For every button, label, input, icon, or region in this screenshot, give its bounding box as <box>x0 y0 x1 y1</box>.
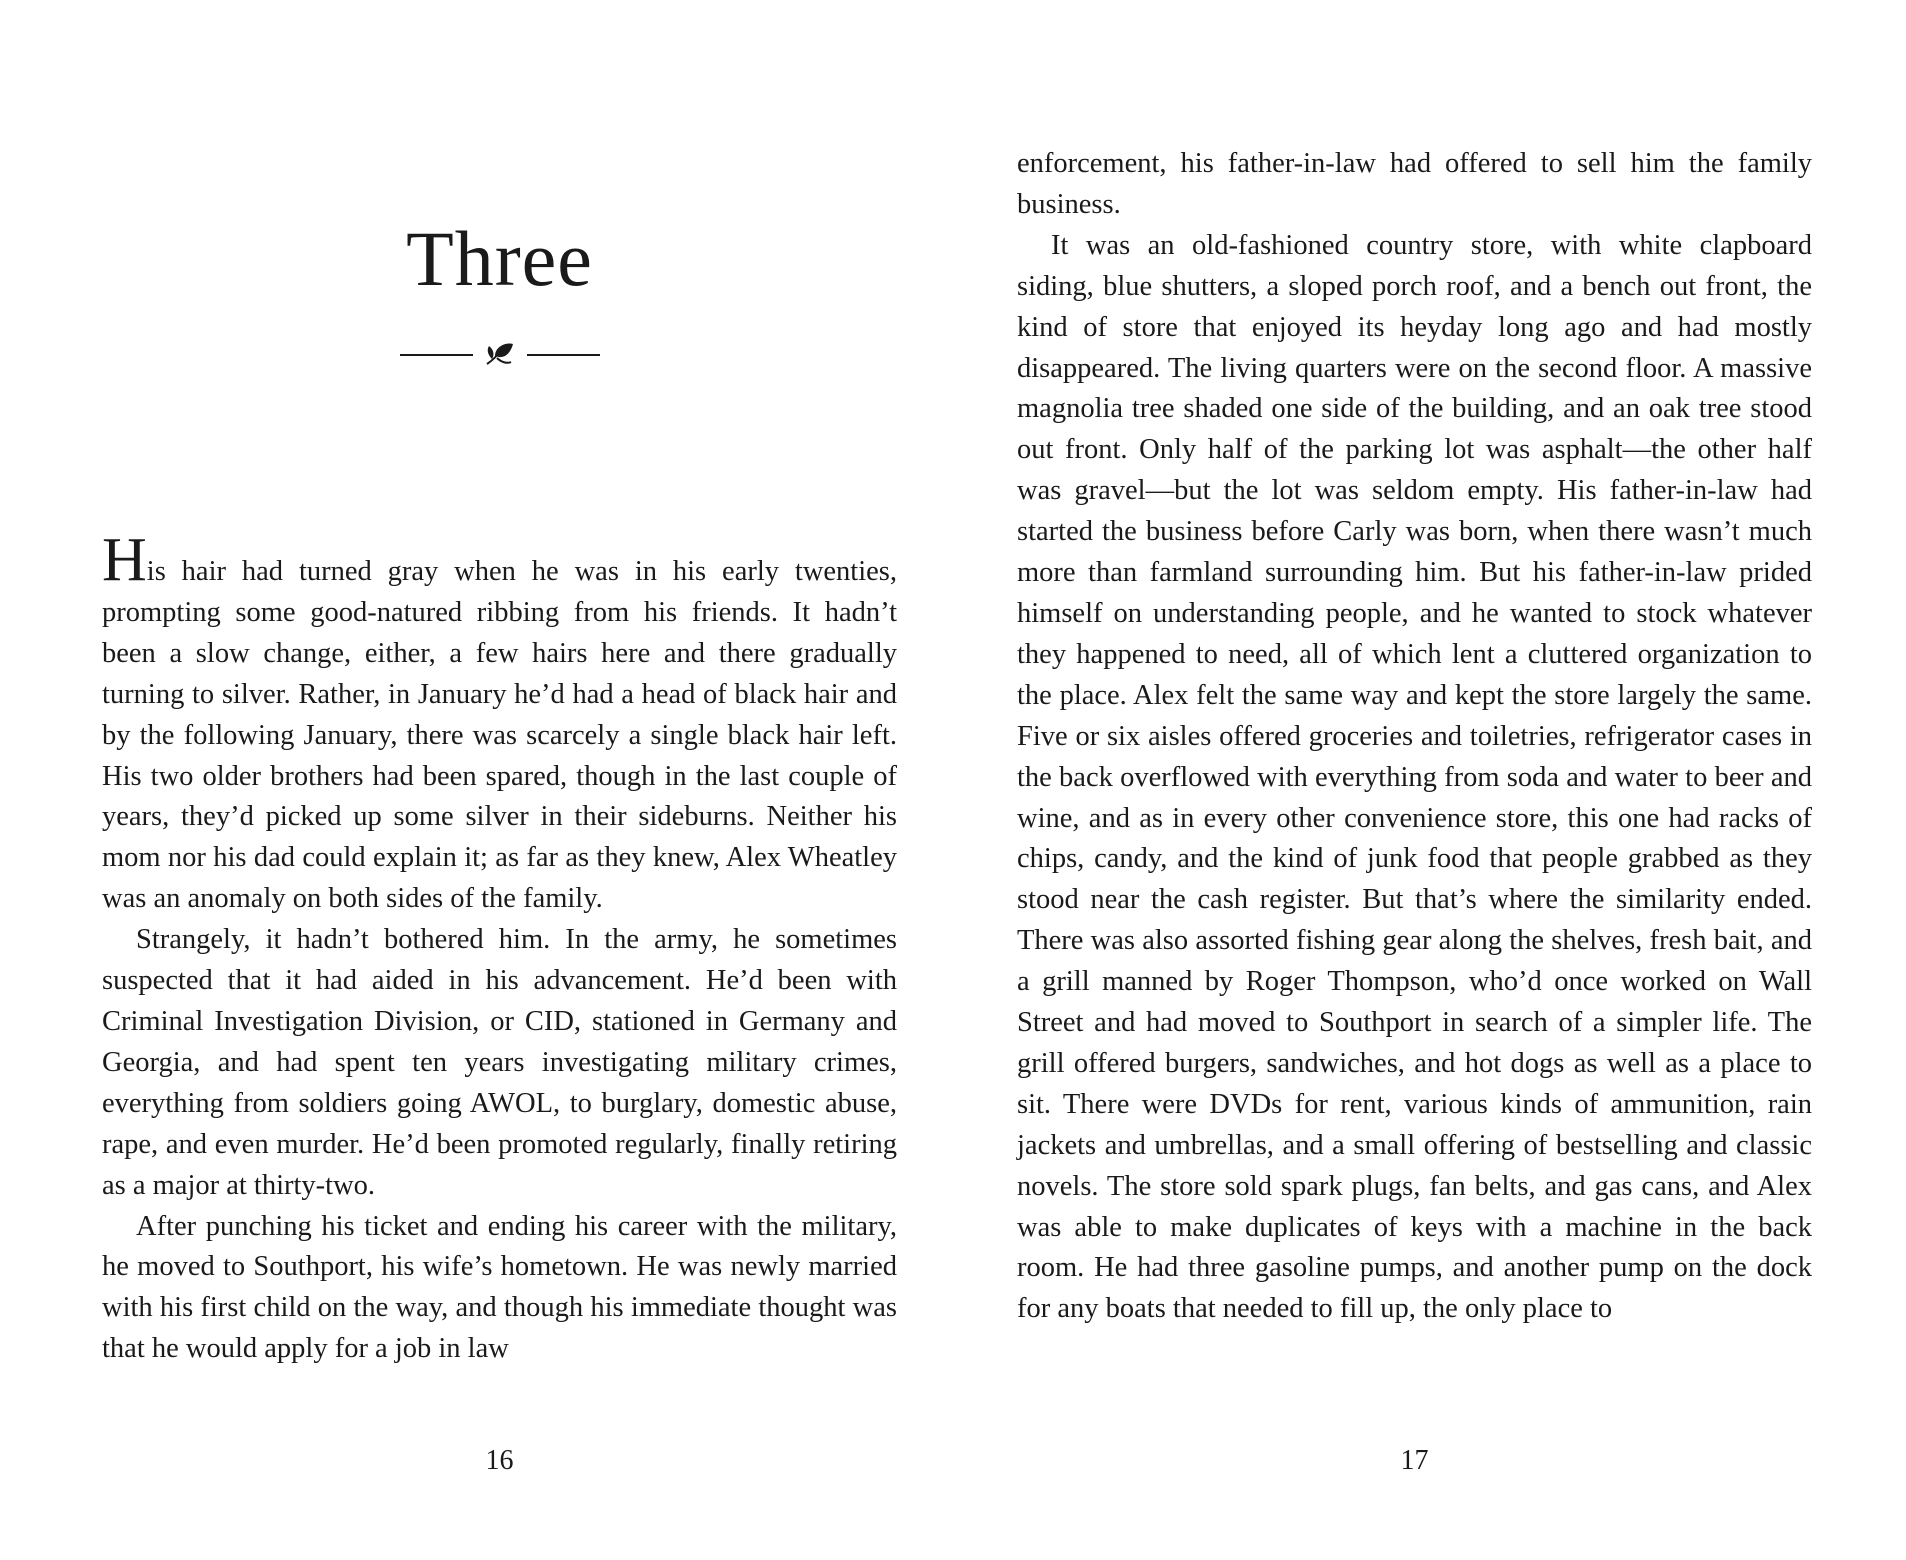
chapter-title: Three <box>406 215 593 302</box>
paragraph: enforcement, his father-in-law had offered to sell him the family business. <box>1017 148 1812 220</box>
leaf-ornament-icon <box>483 340 517 370</box>
page-number: 17 <box>1400 1445 1429 1476</box>
ornament-rule-left <box>400 354 473 356</box>
left-body-text <box>102 526 897 1370</box>
right-body-text <box>1017 144 1812 1330</box>
page-number: 16 <box>485 1445 514 1476</box>
ornament-rule-right <box>527 354 600 356</box>
paragraph-text: is hair had turned gray when he was in his early twenties, prompting some good-natured ribbing from his friends. It hadn’t been a slow change, either, a few hairs here and there gradually turning to silver. Rather, in January he’d had a head of black hair and by the following January, there was scarcely a single black hair left. His two older brothers had been spared, though in the last couple of years, they’d picked up some silver in their sideburns. Neither his mom nor his dad could explain it; as far as they knew, Alex Wheatley was an anomaly on both sides of the family. <box>102 556 897 915</box>
paragraph: After punching his ticket and ending his career with the military, he moved to Southport, his wife’s hometown. He was newly married with his first child on the way, and though his immediate thought was that he would apply for a job in law <box>102 1210 897 1365</box>
paragraph: It was an old-fashioned country store, with white clapboard siding, blue shutters, a sloped porch roof, and a bench out front, the kind of store that enjoyed its heyday long ago and had mostly disappeared. The living quarters were on the second floor. A massive magnolia tree shaded one side of the building, and an oak tree stood out front. Only half of the parking lot was asphalt—the other half was gravel—but the lot was seldom empty. His father-in-law had started the business before Carly was born, when there wasn’t much more than farmland surrounding him. But his father-in-law prided himself on understanding people, and he wanted to stock whatever they happened to need, all of which lent a cluttered organization to the place. Alex felt the same way and kept the store largely the same. Five or six aisles offered groceries and toiletries, refrigerator cases in the back overflowed with everything from soda and water to beer and wine, and as in every other convenience store, this one had racks of chips, candy, and the kind of junk food that people grabbed as they stood near the cash register. But that’s where the similarity ended. There was also assorted fishing gear along the shelves, fresh bait, and a grill manned by Roger Thompson, who’d once worked on Wall Street and had moved to Southport in search of a simpler life. The grill offered burgers, sandwiches, and hot dogs as well as a place to sit. There were DVDs for rent, various kinds of ammunition, rain jackets and umbrellas, and a small offering of bestselling and classic novels. The store sold spark plugs, fan belts, and gas cans, and Alex was able to make duplicates of keys with a machine in the back room. He had three gasoline pumps, and another pump on the dock for any boats that needed to fill up, the only place to <box>1017 229 1812 1325</box>
paragraph <box>102 526 897 920</box>
left-page <box>102 0 897 1560</box>
paragraph: Strangely, it hadn’t bothered him. In the army, he sometimes suspected that it had aided in his advancement. He’d been with Criminal Investigation Division, or CID, stationed in Germany and Georgia, and had spent ten years investigating military crimes, everything from soldiers going AWOL, to burglary, domestic abuse, rape, and even murder. He’d been promoted regularly, finally retiring as a major at thirty-two. <box>102 924 897 1201</box>
drop-cap: H <box>102 526 147 594</box>
chapter-ornament <box>102 340 897 370</box>
right-page <box>1017 0 1812 1560</box>
